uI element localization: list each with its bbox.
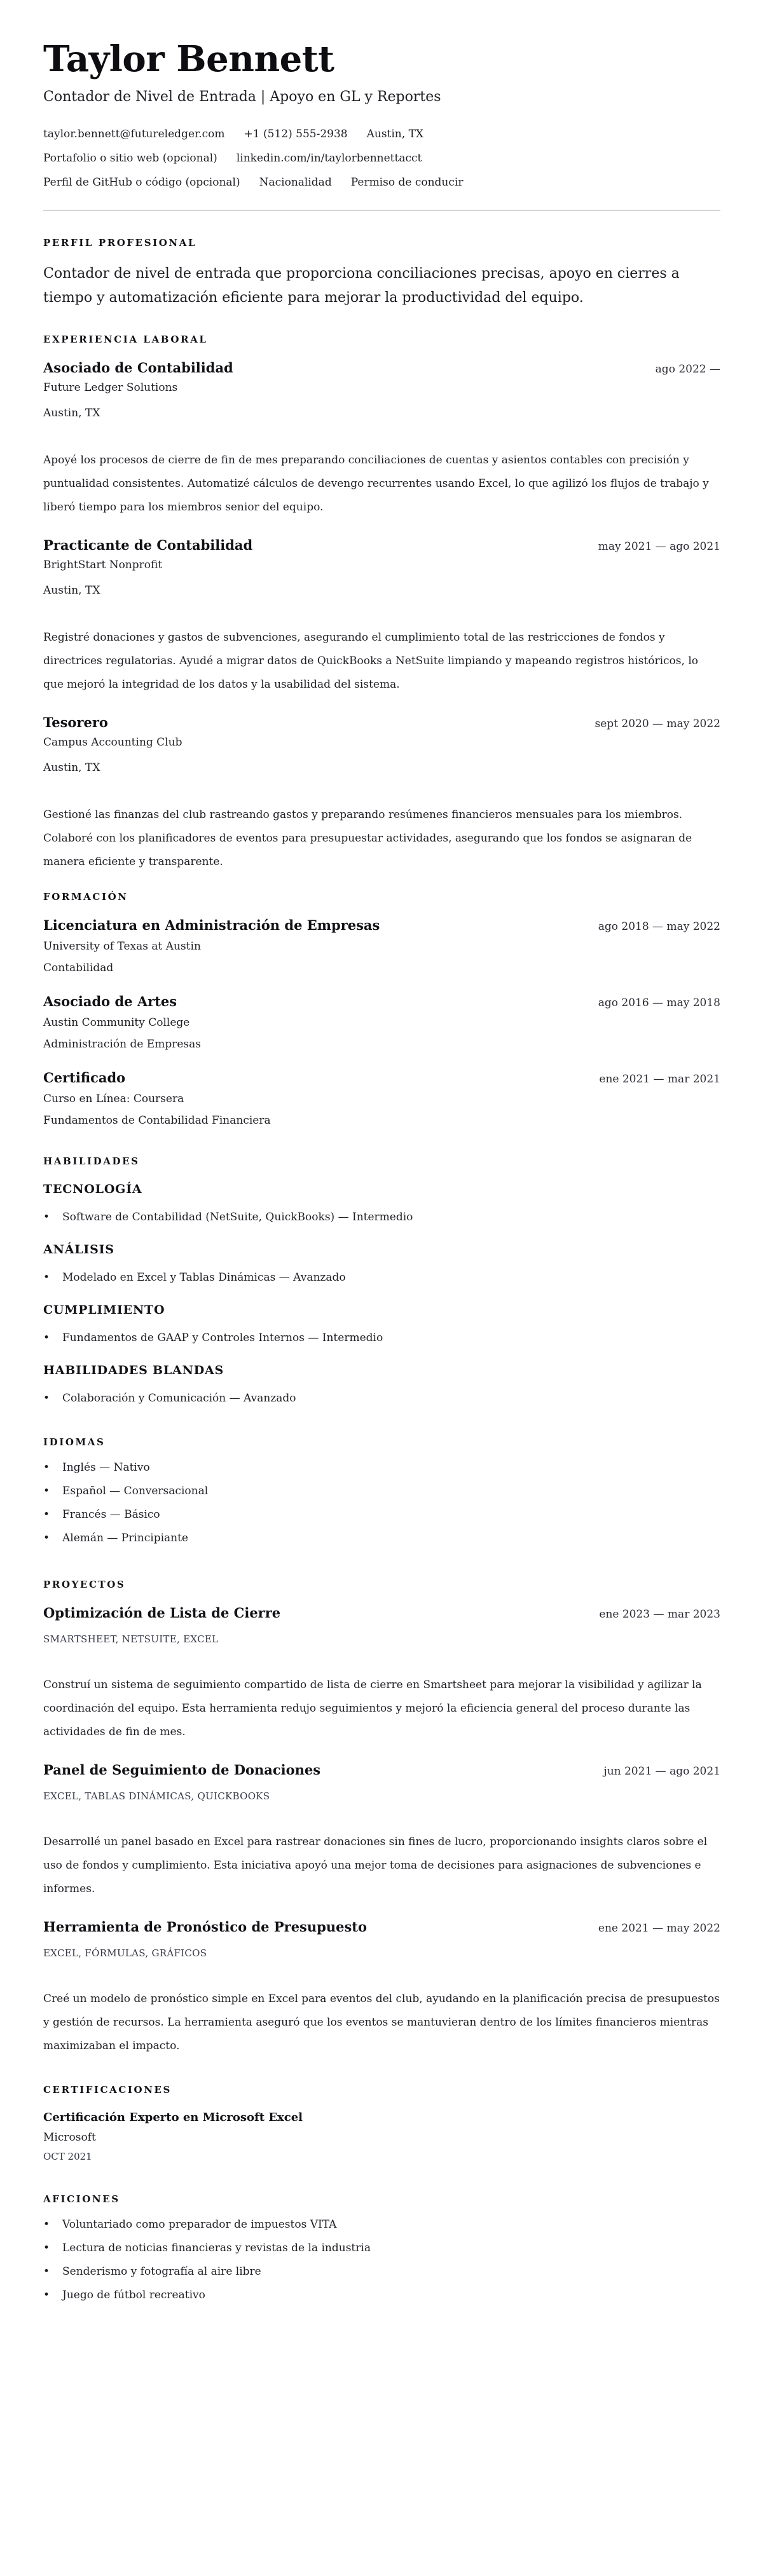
project-tags: EXCEL, FÓRMULAS, GRÁFICOS (43, 1947, 207, 1959)
project-name: Panel de Seguimiento de Donaciones (43, 1762, 321, 1778)
contact-linkedin[interactable]: linkedin.com/in/taylorbennettacct (236, 152, 422, 165)
project-item (43, 1918, 720, 2058)
section-title-education: FORMACIÓN (43, 891, 128, 903)
job-company: BrightStart Nonprofit (43, 559, 163, 571)
hobby-item: • Voluntariado como preparador de impuestos VITA (43, 2213, 720, 2237)
education-institution: University of Texas at Austin (43, 940, 201, 953)
skill-item: • Fundamentos de GAAP y Controles Internos — Intermedio (43, 1326, 720, 1350)
job-title: Practicante de Contabilidad (43, 537, 253, 553)
section-certifications (43, 2083, 720, 2165)
candidate-name: Taylor Bennett (43, 38, 334, 80)
hobby-item: • Lectura de noticias financieras y revistas de la industria (43, 2237, 720, 2260)
section-title-skills: HABILIDADES (43, 1155, 140, 1167)
hobby-item: • Juego de fútbol recreativo (43, 2284, 720, 2307)
contact-driving-license: Permiso de conducir (350, 176, 464, 189)
section-title-projects: PROYECTOS (43, 1579, 126, 1590)
contact-phone[interactable]: +1 (512) 555-2938 (244, 128, 348, 140)
language-list (43, 1456, 720, 1550)
section-title-languages: IDIOMAS (43, 1436, 106, 1448)
candidate-headline: Contador de Nivel de Entrada | Apoyo en GL y Reportes (43, 89, 441, 105)
section-title-certifications: CERTIFICACIONES (43, 2084, 172, 2096)
skill-item: • Software de Contabilidad (NetSuite, QuickBooks) — Intermedio (43, 1206, 720, 1229)
contact-location: Austin, TX (366, 128, 424, 140)
contact-portfolio[interactable]: Portafolio o sitio web (opcional) (43, 152, 217, 165)
education-institution: Curso en Línea: Coursera (43, 1093, 184, 1105)
job-location: Austin, TX (43, 761, 100, 774)
skill-group-title: CUMPLIMIENTO (43, 1303, 165, 1317)
education-field: Contabilidad (43, 962, 114, 974)
skill-groups (43, 1180, 720, 1410)
project-name: Herramienta de Pronóstico de Presupuesto (43, 1919, 367, 1935)
education-dates: ene 2021 — mar 2021 (599, 1073, 720, 1086)
project-description: Creé un modelo de pronóstico simple en Excel para eventos del club, ayudando en la planificación precisa de presupuestos y gestión de recursos. La herramienta aseguró que los eventos se mantuvieran dentro de los límites financieros mientras maximizaban el impacto. (43, 1993, 720, 2052)
skill-item: • Modelado en Excel y Tablas Dinámicas — Avanzado (43, 1266, 720, 1290)
project-item (43, 1604, 720, 1744)
section-languages (43, 1436, 720, 1550)
degree-title: Licenciatura en Administración de Empresas (43, 917, 380, 933)
job-title: Tesorero (43, 714, 108, 730)
section-summary (43, 236, 720, 310)
education-item (43, 1068, 720, 1132)
section-title-hobbies: AFICIONES (43, 2193, 120, 2205)
contact-email[interactable]: taylor.bennett@futureledger.com (43, 128, 225, 140)
job-description: Apoyé los procesos de cierre de fin de mes preparando conciliaciones de cuentas y asientos contables con precisión y puntualidad consistentes. Automatizé cálculos de devengo recurrentes usando Excel, lo que agilizó los flujos de trabajo y liberó tiempo para los miembros senior del equipo. (43, 454, 709, 514)
skill-list (43, 1206, 720, 1229)
section-title-summary: PERFIL PROFESIONAL (43, 237, 197, 249)
certification-date: OCT 2021 (43, 2151, 92, 2162)
project-dates: ene 2023 — mar 2023 (599, 1608, 720, 1621)
skill-list (43, 1387, 720, 1410)
experience-item (43, 358, 720, 519)
skill-group-title: HABILIDADES BLANDAS (43, 1363, 224, 1377)
certification-name: Certificación Experto en Microsoft Excel (43, 2111, 303, 2124)
contact-line-primary (43, 122, 720, 146)
project-description: Construí un sistema de seguimiento compartido de lista de cierre en Smartsheet para mejorar la visibilidad y agilizar la coordinación del equipo. Esta herramienta redujo seguimientos y mejoró la eficiencia general del proceso durante las actividades de fin de mes. (43, 1679, 702, 1738)
education-institution: Austin Community College (43, 1016, 190, 1029)
education-item (43, 992, 720, 1056)
section-experience (43, 333, 720, 874)
contact-info (43, 122, 720, 194)
education-field: Administración de Empresas (43, 1038, 201, 1051)
education-dates: ago 2016 — may 2018 (598, 997, 720, 1009)
degree-title: Certificado (43, 1070, 126, 1086)
section-projects (43, 1578, 720, 2058)
education-dates: ago 2018 — may 2022 (598, 920, 720, 933)
job-company: Campus Accounting Club (43, 736, 182, 749)
contact-line-extra (43, 170, 720, 194)
job-title: Asociado de Contabilidad (43, 360, 233, 376)
resume-header (43, 37, 720, 211)
job-description: Registré donaciones y gastos de subvenciones, asegurando el cumplimiento total de las restricciones de fondos y directrices regulatorias. Ayudé a migrar datos de QuickBooks a NetSuite limpiando y mapeando registros históricos, lo que mejoró la integridad de los datos y la usabilidad del sistema. (43, 631, 698, 691)
job-dates: ago 2022 — (655, 363, 720, 376)
project-tags: EXCEL, TABLAS DINÁMICAS, QUICKBOOKS (43, 1790, 270, 1802)
contact-github[interactable]: Perfil de GitHub o código (opcional) (43, 176, 240, 189)
language-item: • Español — Conversacional (43, 1480, 720, 1503)
skill-group-title: TECNOLOGÍA (43, 1182, 142, 1196)
project-item (43, 1761, 720, 1901)
experience-item (43, 713, 720, 874)
summary-text: Contador de nivel de entrada que proporciona conciliaciones precisas, apoyo en cierres a tiempo y automatización eficiente para mejorar la productividad del equipo. (43, 266, 680, 306)
project-tags: SMARTSHEET, NETSUITE, EXCEL (43, 1633, 219, 1645)
header-divider (43, 210, 720, 211)
job-dates: may 2021 — ago 2021 (598, 540, 720, 553)
section-title-experience: EXPERIENCIA LABORAL (43, 334, 208, 345)
experience-item (43, 536, 720, 697)
certification-item (43, 2109, 720, 2165)
language-item: • Alemán — Principiante (43, 1527, 720, 1550)
hobby-list (43, 2213, 720, 2307)
contact-nationality: Nacionalidad (259, 176, 332, 189)
project-dates: jun 2021 — ago 2021 (603, 1765, 720, 1778)
degree-title: Asociado de Artes (43, 993, 177, 1009)
job-company: Future Ledger Solutions (43, 381, 178, 394)
language-item: • Francés — Básico (43, 1503, 720, 1527)
job-location: Austin, TX (43, 584, 100, 597)
contact-line-links (43, 146, 720, 170)
job-dates: sept 2020 — may 2022 (595, 718, 720, 730)
education-field: Fundamentos de Contabilidad Financiera (43, 1114, 271, 1127)
project-dates: ene 2021 — may 2022 (598, 1922, 720, 1935)
skill-list (43, 1266, 720, 1290)
job-location: Austin, TX (43, 407, 100, 419)
project-description: Desarrollé un panel basado en Excel para rastrear donaciones sin fines de lucro, proporcionando insights claros sobre el uso de fondos y cumplimiento. Esta iniciativa apoyó una mejor toma de decisiones para asignaciones de subvenciones e informes. (43, 1836, 708, 1895)
skill-list (43, 1326, 720, 1350)
skill-group-title: ANÁLISIS (43, 1243, 114, 1257)
job-description: Gestioné las finanzas del club rastreando gastos y preparando resúmenes financieros mensuales para los miembros. Colaboré con los planificadores de eventos para presupuestar actividades, asegurando que los fondos se asignaran de manera eficiente y transparente. (43, 808, 692, 868)
section-hobbies (43, 2193, 720, 2307)
hobby-item: • Senderismo y fotografía al aire libre (43, 2260, 720, 2284)
language-item: • Inglés — Nativo (43, 1456, 720, 1480)
skill-item: • Colaboración y Comunicación — Avanzado (43, 1387, 720, 1410)
project-name: Optimización de Lista de Cierre (43, 1605, 281, 1621)
section-skills (43, 1155, 720, 1410)
section-education (43, 890, 720, 1132)
education-item (43, 916, 720, 979)
certification-issuer: Microsoft (43, 2131, 96, 2144)
